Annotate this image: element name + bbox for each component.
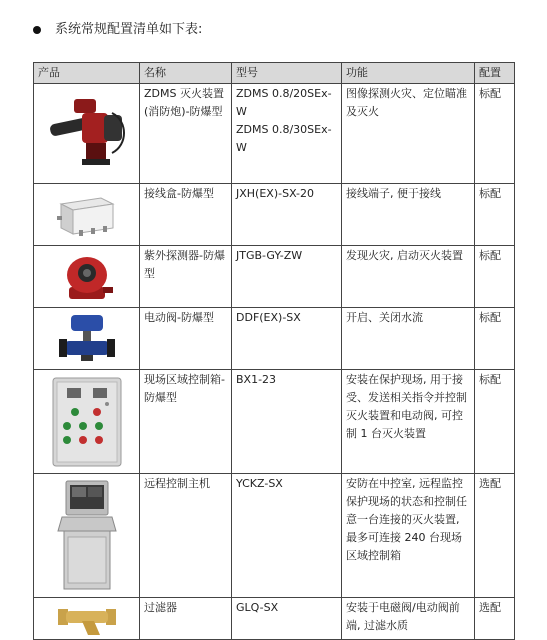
product-name: 现场区域控制箱-防爆型 [140,370,232,474]
product-name: 紫外探测器-防爆型 [140,246,232,308]
product-function: 开启、关闭水流 [342,308,475,370]
product-name: ZDMS 灭火装置(消防炮)-防爆型 [140,84,232,184]
uv-detector-icon [47,249,127,305]
product-name: 过滤器 [140,598,232,640]
table-row [34,370,515,474]
product-image-cell [34,598,140,640]
header-function: 功能 [342,63,475,84]
product-config: 标配 [475,308,515,370]
product-config: 标配 [475,370,515,474]
header-config: 配置 [475,63,515,84]
table-header-row [34,63,515,84]
filter-icon [52,601,122,637]
product-config: 标配 [475,84,515,184]
header-product: 产品 [34,63,140,84]
product-function: 安装于电磁阀/电动阀前端, 过滤水质 [342,598,475,640]
product-model: DDF(EX)-SX [232,308,342,370]
product-config: 选配 [475,598,515,640]
product-function: 安防在中控室, 远程监控保护现场的状态和控制任意一台连接的灭火装置, 最多可连接 240 台现场区域控制箱 [342,474,475,598]
table-row [34,308,515,370]
intro-line [33,20,202,41]
product-config: 标配 [475,184,515,246]
product-model: YCKZ-SX [232,474,342,598]
product-image-cell [34,84,140,184]
product-model: JXH(EX)-SX-20 [232,184,342,246]
table-row [34,184,515,246]
product-function: 安装在保护现场, 用于接受、发送相关指令并控制灭火装置和电动阀, 可控制 1 台灭火装置 [342,370,475,474]
product-name: 接线盒-防爆型 [140,184,232,246]
config-table [33,62,515,640]
product-name: 电动阀-防爆型 [140,308,232,370]
product-name: 远程控制主机 [140,474,232,598]
header-model: 型号 [232,63,342,84]
product-config: 标配 [475,246,515,308]
intro-text: 系统常规配置清单如下表: [55,22,203,37]
header-name: 名称 [140,63,232,84]
product-function: 图像探测火灾、定位瞄准及灭火 [342,84,475,184]
product-config: 选配 [475,474,515,598]
product-model: BX1-23 [232,370,342,474]
control-box-icon [45,374,129,470]
bullet-icon [33,26,41,34]
product-image-cell [34,308,140,370]
product-model: ZDMS 0.8/20SEx-W ZDMS 0.8/30SEx-W [232,84,342,184]
product-image-cell [34,370,140,474]
product-image-cell [34,474,140,598]
electric-valve-icon [47,311,127,367]
table-row [34,84,515,184]
product-image-cell [34,184,140,246]
fire-cannon-icon [42,93,132,175]
table-row [34,246,515,308]
product-model: JTGB-GY-ZW [232,246,342,308]
table-row [34,474,515,598]
product-image-cell [34,246,140,308]
product-model: GLQ-SX [232,598,342,640]
product-function: 接线端子, 便于接线 [342,184,475,246]
junction-box-icon [47,190,127,240]
product-function: 发现火灾, 启动灭火装置 [342,246,475,308]
table-row [34,598,515,640]
remote-console-icon [52,477,122,595]
